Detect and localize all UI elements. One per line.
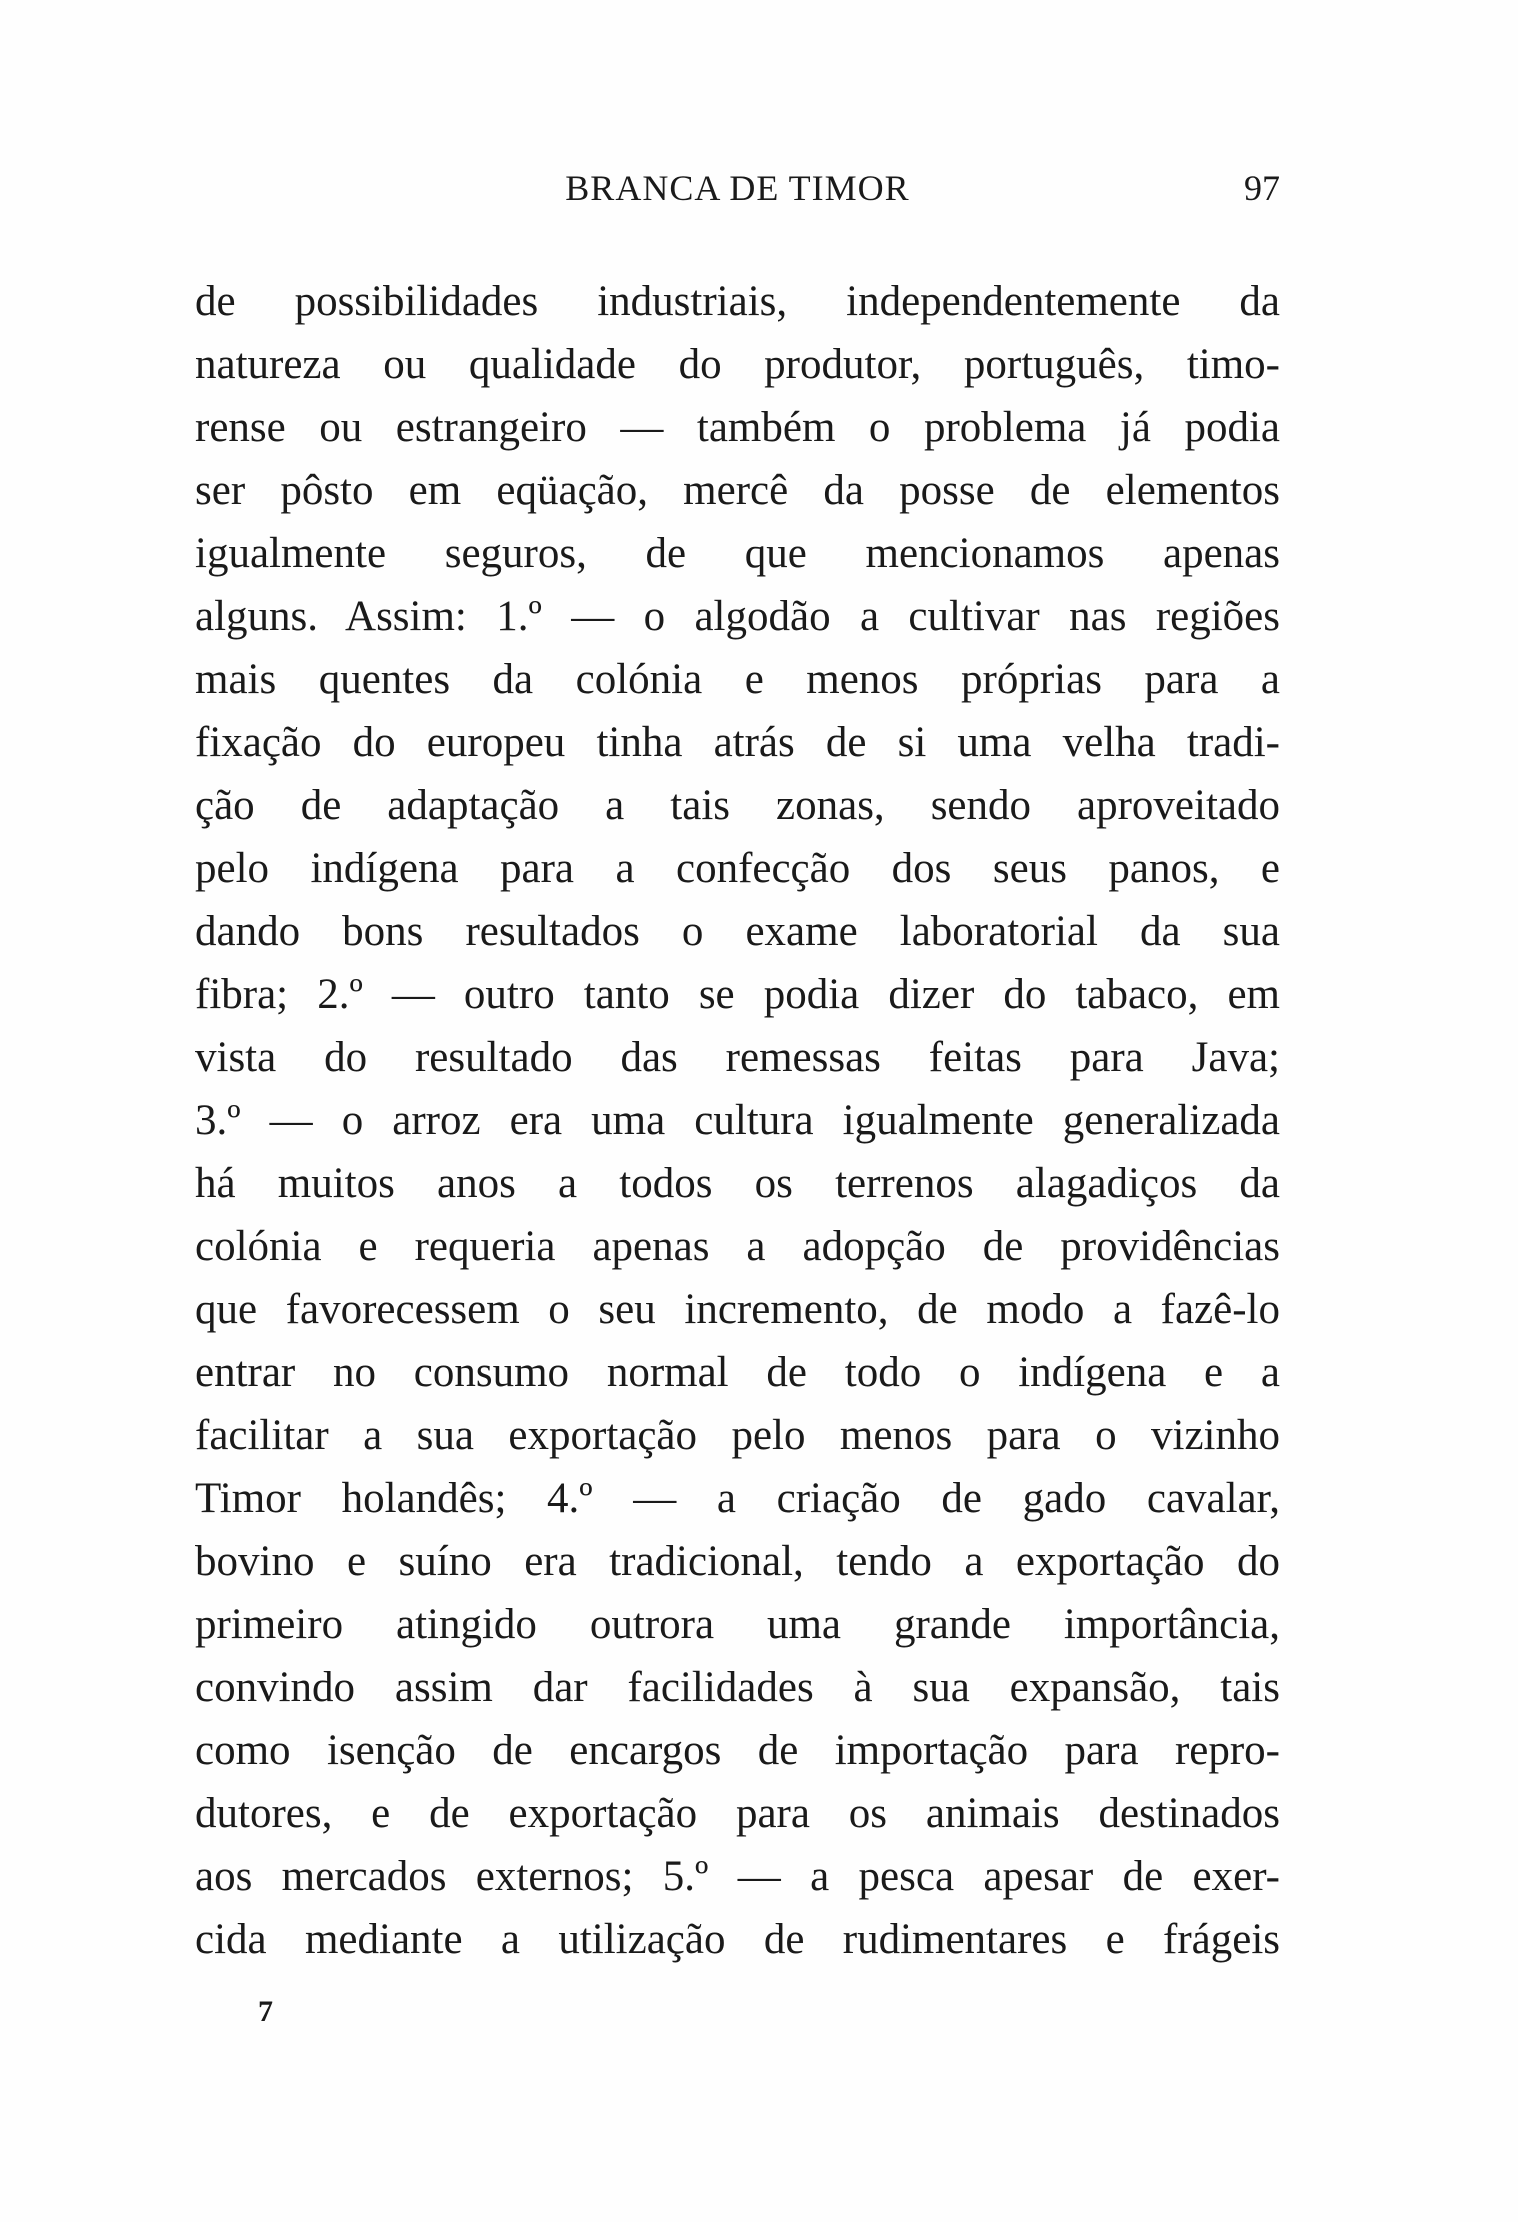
text-line: natureza ou qualidade do produtor, português, timo- (195, 341, 1280, 388)
text-line: entrar no consumo normal de todo o indígena e a (195, 1349, 1280, 1396)
text-line: fibra; 2.º — outro tanto se podia dizer do tabaco, em (195, 971, 1280, 1018)
text-line: que favorecessem o seu incremento, de modo a fazê-lo (195, 1286, 1280, 1333)
signature-mark: 7 (258, 1995, 273, 2028)
text-line: pelo indígena para a confecção dos seus panos, e (195, 845, 1280, 892)
text-line: colónia e requeria apenas a adopção de providências (195, 1223, 1280, 1270)
text-line: alguns. Assim: 1.º — o algodão a cultivar nas regiões (195, 593, 1280, 640)
text-line: há muitos anos a todos os terrenos alagadiços da (195, 1160, 1280, 1207)
text-line: aos mercados externos; 5.º — a pesca apesar de exer- (195, 1853, 1280, 1900)
text-line: fixação do europeu tinha atrás de si uma velha tradi- (195, 719, 1280, 766)
text-line: vista do resultado das remessas feitas para Java; (195, 1034, 1280, 1081)
text-line: cida mediante a utilização de rudimentares e frágeis (195, 1916, 1280, 1963)
text-line: rense ou estrangeiro — também o problema já podia (195, 404, 1280, 451)
page-number: 97 (1244, 168, 1280, 208)
text-line: bovino e suíno era tradicional, tendo a exportação do (195, 1538, 1280, 1585)
text-line: Timor holandês; 4.º — a criação de gado cavalar, (195, 1475, 1280, 1522)
text-line: convindo assim dar facilidades à sua expansão, tais (195, 1664, 1280, 1711)
text-line: como isenção de encargos de importação para repro- (195, 1727, 1280, 1774)
text-line: mais quentes da colónia e menos próprias para a (195, 656, 1280, 703)
text-line: 3.º — o arroz era uma cultura igualmente generalizada (195, 1097, 1280, 1144)
text-line: de possibilidades industriais, independentemente da (195, 278, 1280, 325)
text-line: igualmente seguros, de que mencionamos apenas (195, 530, 1280, 577)
text-line: dutores, e de exportação para os animais destinados (195, 1790, 1280, 1837)
text-line: ser pôsto em eqüação, mercê da posse de elementos (195, 467, 1280, 514)
text-line: dando bons resultados o exame laboratorial da sua (195, 908, 1280, 955)
body-text (195, 270, 1280, 1971)
running-title: BRANCA DE TIMOR (565, 168, 910, 208)
text-line: ção de adaptação a tais zonas, sendo aproveitado (195, 782, 1280, 829)
running-head (195, 163, 1280, 213)
text-line: facilitar a sua exportação pelo menos para o vizinho (195, 1412, 1280, 1459)
text-line: primeiro atingido outrora uma grande importância, (195, 1601, 1280, 1648)
